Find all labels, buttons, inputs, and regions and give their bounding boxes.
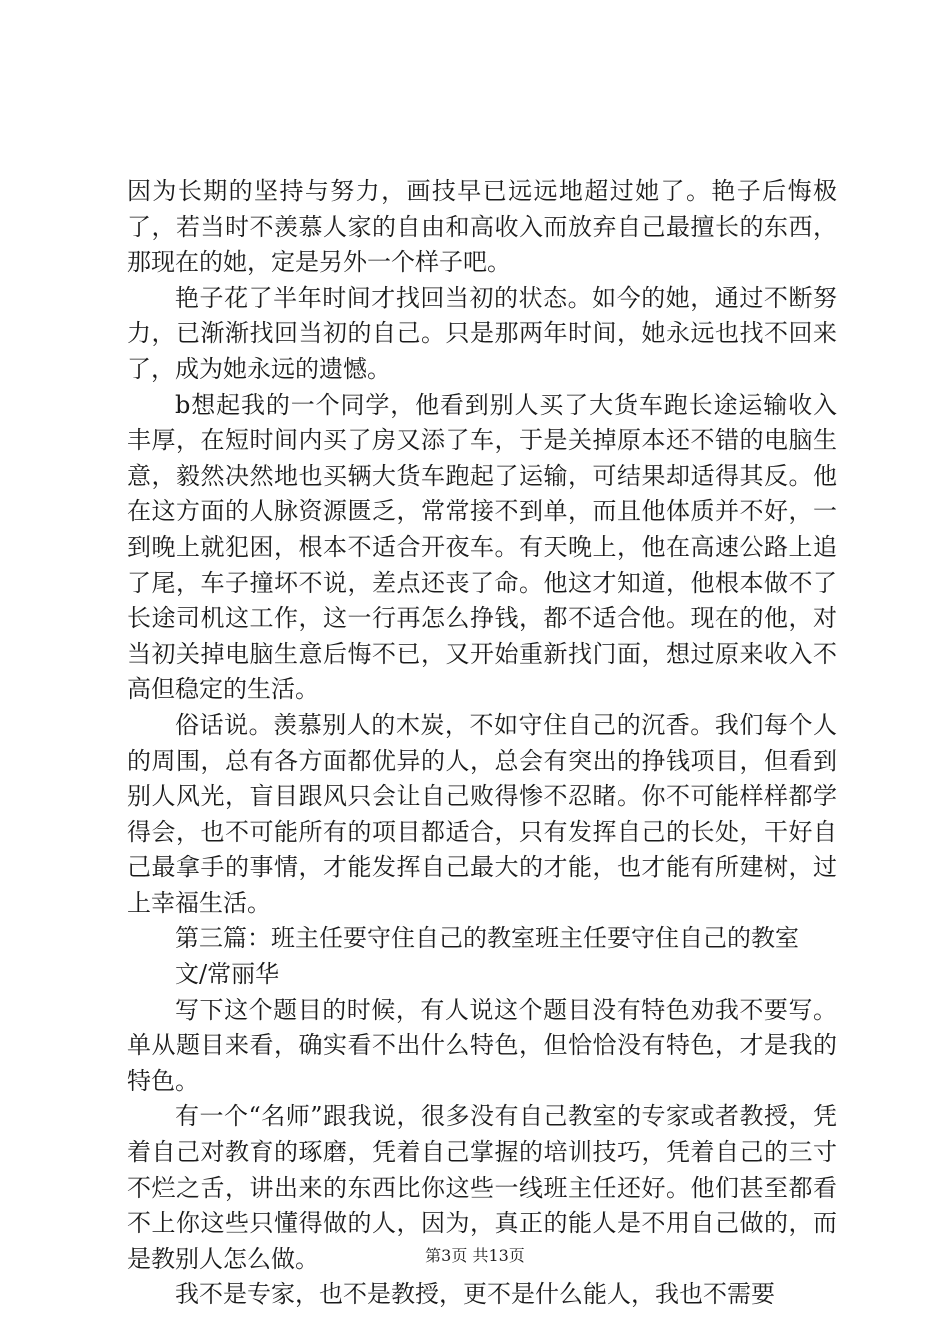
paragraph-7: 我不是专家，也不是教授，更不是什么能人，我也不需要 (175, 1280, 775, 1309)
paragraph-5: 写下这个题目的时候，有人说这个题目没有特色劝我不要写。单从题目来看，确实看不出什么特色，但恰恰没有特色，才是我的特色。 (127, 995, 837, 1095)
paragraph-2: 艳子花了半年时间才找回当初的状态。如今的她，通过不断努力，已渐渐找回当初的自己。只是那两年时间，她永远也找不回来了，成为她永远的遗憾。 (127, 283, 837, 383)
section-heading: 第三篇：班主任要守住自己的教室班主任要守住自己的教室 (175, 924, 799, 953)
page-footer: 第3页 共13页 (425, 1246, 525, 1265)
author-line: 文/常丽华 (175, 960, 280, 989)
paragraph-6: 有一个“名师”跟我说，很多没有自己教室的专家或者教授，凭着自己对教育的琢磨，凭着自己掌握的培训技巧，凭着自己的三寸不烂之舌，讲出来的东西比你这些一线班主任还好。他们甚至都看不上你这些只懂得做的人，因为，真正的能人是不用自己做的，而是教别人怎么做。 (127, 1102, 837, 1273)
document-body (127, 174, 837, 1313)
paragraph-3: b想起我的一个同学，他看到别人买了大货车跑长途运输收入丰厚，在短时间内买了房又添了车，于是关掉原本还不错的电脑生意，毅然决然地也买辆大货车跑起了运输，可结果却适得其反。他在这方面的人脉资源匮乏，常常接不到单，而且他体质并不好，一到晚上就犯困，根本不适合开夜车。有天晚上，他在高速公路上追了尾，车子撞坏不说，差点还丧了命。他这才知道，他根本做不了长途司机这工作，这一行再怎么挣钱，都不适合他。现在的他，对当初关掉电脑生意后悔不已，又开始重新找门面，想过原来收入不高但稳定的生活。 (127, 390, 837, 704)
paragraph-4: 俗话说。羡慕别人的木炭，不如守住自己的沉香。我们每个人的周围，总有各方面都优异的人，总会有突出的挣钱项目，但看到别人风光，盲目跟风只会让自己败得惨不忍睹。你不可能样样都学得会，也不可能所有的项目都适合，只有发挥自己的长处，干好自己最拿手的事情，才能发挥自己最大的才能，也才能有所建树，过上幸福生活。 (127, 710, 837, 917)
paragraph-1: 因为长期的坚持与努力，画技早已远远地超过她了。艳子后悔极了，若当时不羡慕人家的自由和高收入而放弃自己最擅长的东西，那现在的她，定是另外一个样子吧。 (127, 177, 837, 277)
